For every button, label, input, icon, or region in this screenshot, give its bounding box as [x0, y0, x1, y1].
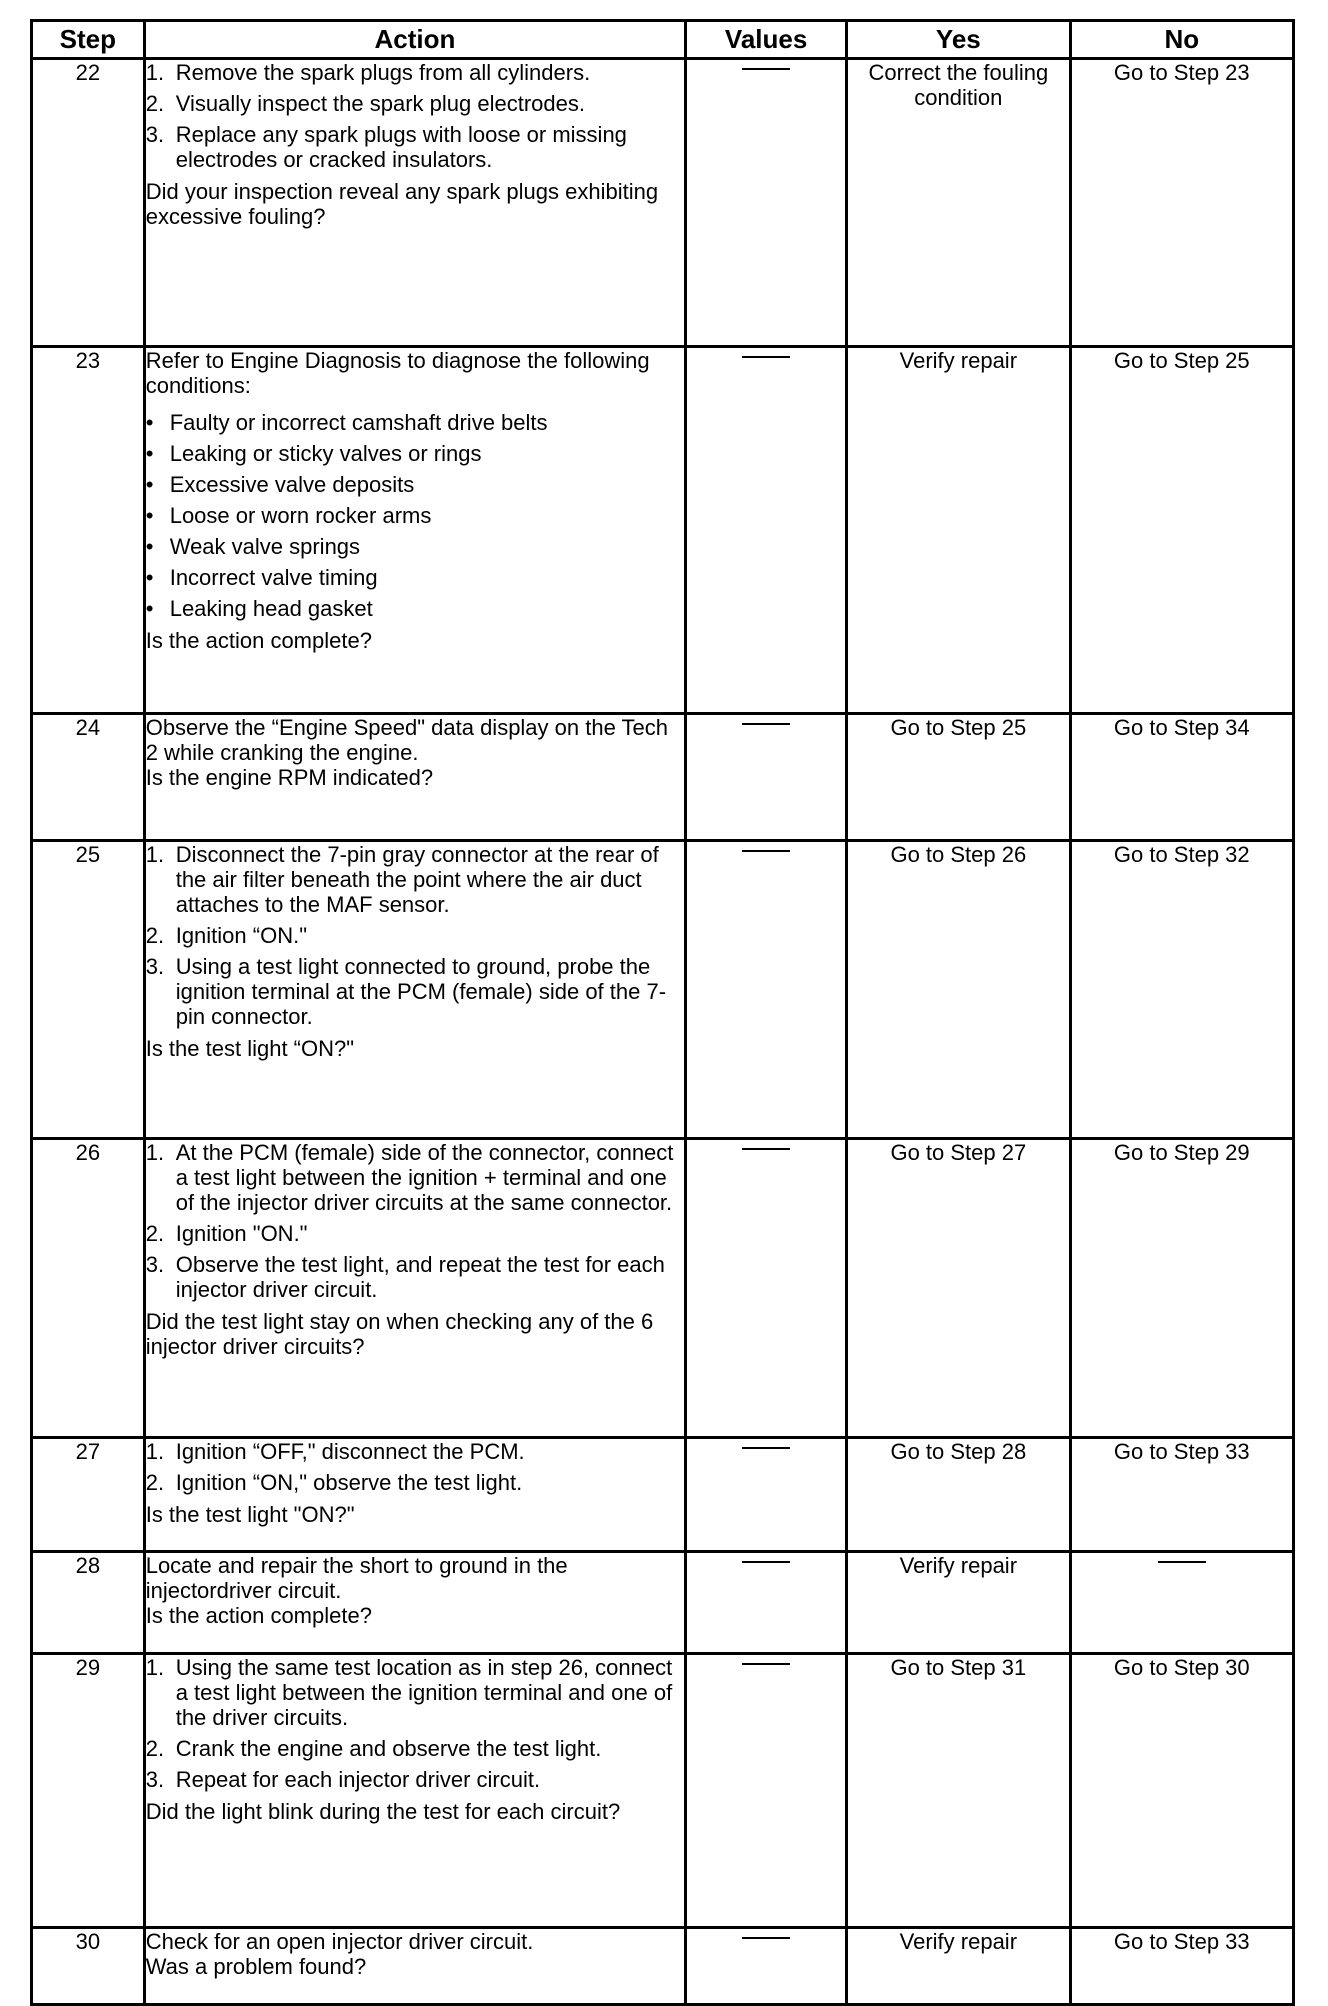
- header-step: Step: [32, 21, 145, 59]
- action-question: Is the action complete?: [145, 628, 372, 653]
- action-steps: [146, 1439, 684, 1495]
- table-row: [32, 1928, 1294, 2005]
- dash-mark: [742, 68, 790, 70]
- action-question: Did your inspection reveal any spark plugs exhibiting excessive fouling?: [145, 179, 659, 229]
- condition-item: • Weak valve springs: [145, 534, 361, 559]
- header-no: No: [1070, 21, 1293, 59]
- no-result: Go to Step 23: [1070, 59, 1293, 347]
- no-cell: [1070, 1552, 1293, 1654]
- yes-result: Verify repair: [847, 347, 1070, 714]
- diagnostic-table: [30, 19, 1295, 2006]
- action-question: Is the test light “ON?": [145, 1036, 355, 1061]
- step-number: 23: [32, 347, 145, 714]
- action-step: 2. Crank the engine and observe the test light.: [145, 1736, 602, 1761]
- action-steps: [146, 842, 684, 1029]
- table-row: [32, 1552, 1294, 1654]
- action-step: 2. Ignition "ON.": [145, 1221, 308, 1246]
- no-result: Go to Step 25: [1070, 347, 1293, 714]
- action-step: 3. Using a test light connected to ground, probe the ignition terminal at the PCM (female) side of the 7-pin connector.: [145, 954, 667, 1029]
- action-cell: [144, 1928, 685, 2005]
- no-result: Go to Step 34: [1070, 714, 1293, 841]
- yes-result: Go to Step 27: [847, 1139, 1070, 1438]
- action-step: 3. Replace any spark plugs with loose or missing electrodes or cracked insulators.: [145, 122, 627, 172]
- action-step: 2. Visually inspect the spark plug electrodes.: [145, 91, 585, 116]
- action-cell: [144, 1139, 685, 1438]
- no-result: Go to Step 30: [1070, 1654, 1293, 1928]
- values-cell: [686, 1654, 847, 1928]
- action-cell: [144, 1552, 685, 1654]
- yes-result: Verify repair: [847, 1552, 1070, 1654]
- action-intro: Check for an open injector driver circuit.: [145, 1929, 534, 1954]
- action-step: 3. Repeat for each injector driver circuit.: [145, 1767, 541, 1792]
- table-row: [32, 59, 1294, 347]
- action-cell: [144, 1654, 685, 1928]
- action-step: 2. Ignition “ON.": [145, 923, 308, 948]
- action-cell: [144, 1438, 685, 1552]
- values-cell: [686, 1552, 847, 1654]
- dash-mark: [1158, 1561, 1206, 1563]
- action-steps: [146, 1140, 684, 1302]
- action-cell: [144, 59, 685, 347]
- action-steps: [146, 60, 684, 172]
- values-cell: [686, 1139, 847, 1438]
- action-question: Is the action complete?: [145, 1603, 372, 1628]
- header-values: Values: [686, 21, 847, 59]
- action-step: 1. Ignition “OFF," disconnect the PCM.: [145, 1439, 525, 1464]
- yes-result: Go to Step 26: [847, 841, 1070, 1139]
- action-step: 2. Ignition “ON," observe the test light.: [145, 1470, 523, 1495]
- step-number: 26: [32, 1139, 145, 1438]
- step-number: 29: [32, 1654, 145, 1928]
- table-row: [32, 714, 1294, 841]
- condition-item: • Loose or worn rocker arms: [145, 503, 432, 528]
- table-row: [32, 841, 1294, 1139]
- condition-item: • Excessive valve deposits: [145, 472, 415, 497]
- dash-mark: [742, 1148, 790, 1150]
- dash-mark: [742, 1447, 790, 1449]
- table-row: [32, 1438, 1294, 1552]
- dash-mark: [742, 1561, 790, 1563]
- step-number: 30: [32, 1928, 145, 2005]
- yes-result: Go to Step 28: [847, 1438, 1070, 1552]
- dash-mark: [742, 356, 790, 358]
- action-steps: [146, 1655, 684, 1792]
- no-result: Go to Step 33: [1070, 1438, 1293, 1552]
- yes-result: Go to Step 31: [847, 1654, 1070, 1928]
- action-step: 3. Observe the test light, and repeat the test for each injector driver circuit.: [145, 1252, 665, 1302]
- dash-mark: [742, 723, 790, 725]
- action-step: 1. Disconnect the 7-pin gray connector at the rear of the air filter beneath the point where the air duct attaches to the MAF sensor.: [145, 842, 659, 917]
- condition-item: • Faulty or incorrect camshaft drive belts: [145, 410, 548, 435]
- action-question: Did the light blink during the test for each circuit?: [145, 1799, 621, 1824]
- action-intro: Refer to Engine Diagnosis to diagnose the following conditions:: [145, 348, 650, 398]
- dash-mark: [742, 1937, 790, 1939]
- condition-item: • Incorrect valve timing: [145, 565, 378, 590]
- yes-result: Verify repair: [847, 1928, 1070, 2005]
- action-cell: [144, 347, 685, 714]
- dash-mark: [742, 1663, 790, 1665]
- yes-result: Go to Step 25: [847, 714, 1070, 841]
- action-question: Is the engine RPM indicated?: [145, 765, 434, 790]
- table-row: [32, 1139, 1294, 1438]
- action-question: Did the test light stay on when checking any of the 6 injector driver circuits?: [145, 1309, 654, 1359]
- yes-result: Correct the fouling condition: [847, 59, 1070, 347]
- action-question: Is the test light "ON?": [145, 1502, 355, 1527]
- action-intro: Observe the “Engine Speed" data display on the Tech 2 while cranking the engine.: [145, 715, 669, 765]
- condition-item: • Leaking or sticky valves or rings: [145, 441, 482, 466]
- step-number: 27: [32, 1438, 145, 1552]
- values-cell: [686, 347, 847, 714]
- action-intro: Locate and repair the short to ground in the injectordriver circuit.: [145, 1553, 568, 1603]
- values-cell: [686, 714, 847, 841]
- header-yes: Yes: [847, 21, 1070, 59]
- action-step: 1. Using the same test location as in step 26, connect a test light between the ignition terminal and one of the driver circuits.: [145, 1655, 673, 1730]
- action-step: 1. Remove the spark plugs from all cylinders.: [145, 60, 591, 85]
- step-number: 25: [32, 841, 145, 1139]
- step-number: 24: [32, 714, 145, 841]
- table-row: [32, 347, 1294, 714]
- values-cell: [686, 1928, 847, 2005]
- action-step: 1. At the PCM (female) side of the connector, connect a test light between the ignition + terminal and one of the injector driver circuits at the same connector.: [145, 1140, 674, 1215]
- table-row: [32, 1654, 1294, 1928]
- no-result: Go to Step 33: [1070, 1928, 1293, 2005]
- action-cell: [144, 714, 685, 841]
- no-result: Go to Step 32: [1070, 841, 1293, 1139]
- values-cell: [686, 841, 847, 1139]
- dash-mark: [742, 850, 790, 852]
- header-action: Action: [144, 21, 685, 59]
- condition-item: • Leaking head gasket: [145, 596, 373, 621]
- action-cell: [144, 841, 685, 1139]
- action-question: Was a problem found?: [145, 1954, 367, 1979]
- values-cell: [686, 59, 847, 347]
- condition-list: [146, 410, 684, 621]
- step-number: 22: [32, 59, 145, 347]
- values-cell: [686, 1438, 847, 1552]
- header-row: [32, 21, 1294, 59]
- step-number: 28: [32, 1552, 145, 1654]
- no-result: Go to Step 29: [1070, 1139, 1293, 1438]
